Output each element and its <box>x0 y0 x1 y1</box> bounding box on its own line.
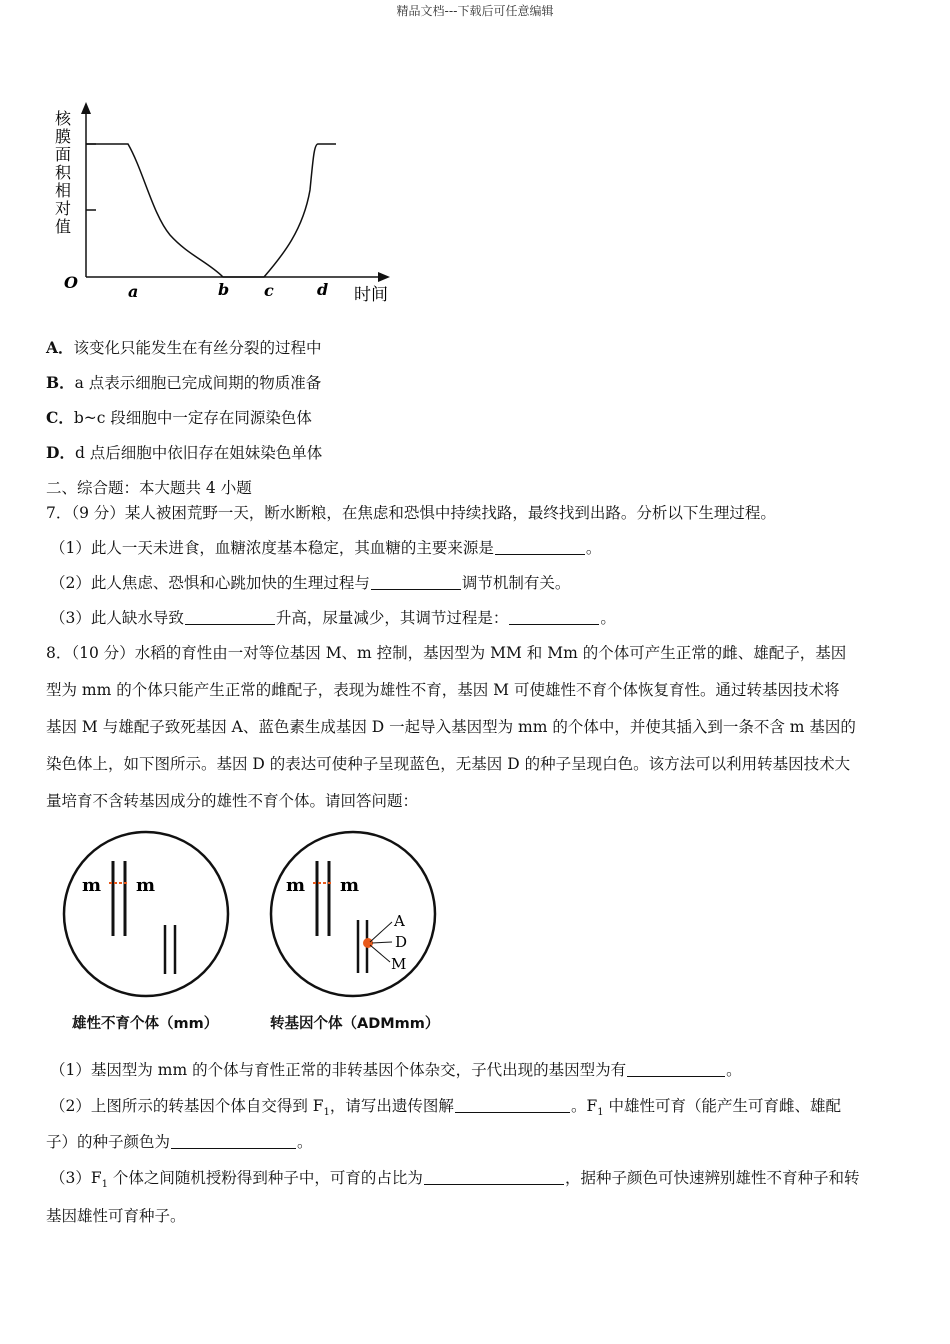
q8-line-5: 量培育不含转基因成分的雄性不育个体。请回答问题： <box>46 792 419 810</box>
q7-part1: （1）此人一天未进食，血糖浓度基本稳定，其血糖的主要来源是 。 <box>50 539 602 557</box>
caption-transgenic: 转基因个体（ADMmm） <box>270 1016 440 1032</box>
answer-blank <box>371 574 461 590</box>
pointer-line <box>370 945 390 962</box>
cell-mm <box>64 832 228 996</box>
gene-label-m-left: m <box>286 875 306 896</box>
q7-part2: （2）此人焦虑、恐惧和心跳加快的生理过程与 调节机制有关。 <box>50 574 571 592</box>
chromosome-diagram <box>52 828 452 1008</box>
origin-label: O <box>64 273 78 292</box>
gene-label-d: D <box>395 933 408 951</box>
answer-blank <box>171 1133 296 1149</box>
q8-line-3: 基因 M 与雄配子致死基因 A、蓝色素生成基因 D 一起导入基因型为 mm 的个体中，并使其插入到一条不含 m 基因的 <box>46 718 856 736</box>
page-header: 精品文档---下载后可任意编辑 <box>396 4 554 18</box>
y-axis-arrow <box>81 102 91 114</box>
q8-part2-cont: 子）的种子颜色为 。 <box>46 1133 313 1151</box>
q8-line-1: 8．（10 分）水稻的育性由一对等位基因 M、m 控制，基因型为 MM 和 Mm 的个体可产生正常的雌、雄配子，基因 <box>46 644 847 662</box>
tick-label-c: c <box>264 281 274 300</box>
answer-blank <box>185 609 275 625</box>
pointer-line <box>370 922 392 942</box>
gene-label-a: A <box>394 912 405 930</box>
gene-label-m-right: m <box>136 875 156 896</box>
gene-label-m-right: m <box>340 875 360 896</box>
gene-label-m-left: m <box>82 875 102 896</box>
tick-label-d: d <box>317 280 329 299</box>
caption-male-sterile: 雄性不育个体（mm） <box>72 1016 219 1032</box>
answer-blank <box>627 1061 725 1077</box>
x-axis-arrow <box>378 272 390 282</box>
series-line <box>86 144 336 277</box>
q7-part3: （3）此人缺水导致 升高，尿量减少，其调节过程是： 。 <box>50 609 616 627</box>
section-heading: 二、综合题：本大题共 4 小题 <box>46 479 252 497</box>
q7-stem: 7．（9 分）某人被困荒野一天，断水断粮，在焦虑和恐惧中持续找路，最终找到出路。分析以下生理过程。 <box>46 504 776 522</box>
pointer-line <box>372 942 392 943</box>
q8-part1: （1）基因型为 mm 的个体与育性正常的非转基因个体杂交，子代出现的基因型为有 。 <box>50 1061 742 1079</box>
q8-part3: $(3)F_1$ 个体之间随机授粉得到种子中，可育的占比为 ，据种子颜色可快速辨别雄性不育种子和转 <box>50 1169 860 1191</box>
answer-blank <box>509 609 599 625</box>
y-axis-label: 核膜面积相对值 <box>52 110 72 236</box>
q8-line-2: 型为 mm 的个体只能产生正常的雌配子，表现为雄性不育，基因 M 可使雄性不育个体恢复育性。通过转基因技术将 <box>46 681 840 699</box>
answer-blank <box>495 539 585 555</box>
q8-part2: （2）上图所示的转基因个体自交得到 $F_1$，请写出遗传图解 。$F_1$ 中雄性可育（能产生可育雌、雄配 <box>50 1097 842 1119</box>
answer-blank <box>455 1097 570 1113</box>
cell-admmm <box>271 832 435 996</box>
q8-line-4: 染色体上，如下图所示。基因 D 的表达可使种子呈现蓝色，无基因 D 的种子呈现白色。该方法可以利用转基因技术大 <box>46 755 851 773</box>
option-b: B．a 点表示细胞已完成间期的物质准备 <box>46 373 322 392</box>
option-d: D．d 点后细胞中依旧存在姐妹染色单体 <box>46 443 323 462</box>
nuclear-membrane-chart <box>48 100 408 310</box>
gene-label-M: M <box>391 955 407 973</box>
x-axis-label: 时间 <box>354 285 388 305</box>
q8-part3-cont: 基因雄性可育种子。 <box>46 1207 186 1225</box>
option-c: C．b~c 段细胞中一定存在同源染色体 <box>46 408 312 427</box>
answer-blank <box>424 1169 564 1185</box>
option-a: A．该变化只能发生在有丝分裂的过程中 <box>46 338 322 357</box>
tick-label-a: a <box>128 282 139 301</box>
tick-label-b: b <box>218 280 230 299</box>
